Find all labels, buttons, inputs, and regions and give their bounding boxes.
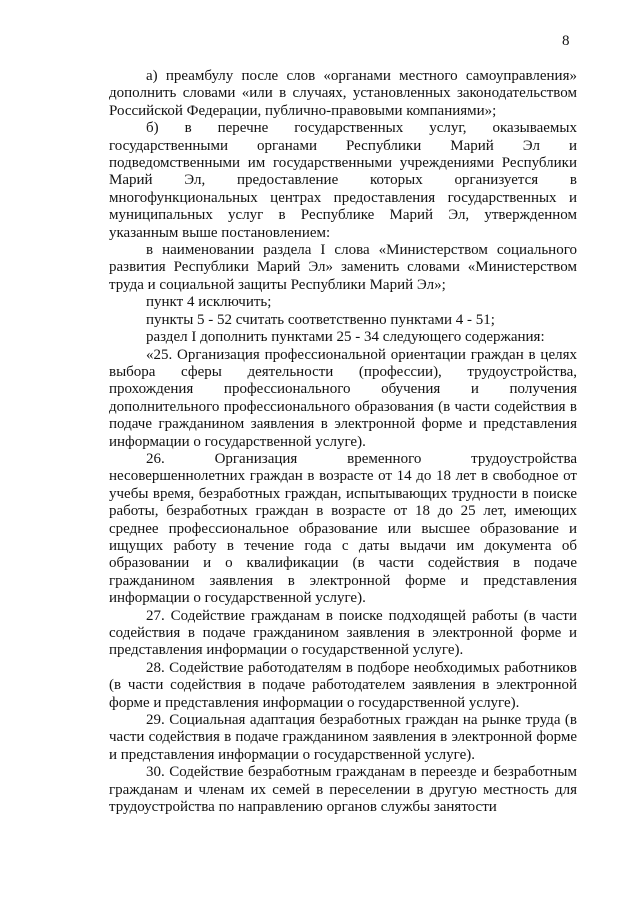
paragraph-item-26: 26. Организация временного трудоустройства несовершеннолетних граждан в возрасте от 14 до 18 лет в свободное от учебы время, безработных граждан, испытывающих трудности в поиске работы, безработных граждан в возрасте от 18 до 25 лет, имеющих среднее профессиональное образование или высшее образование и ищущих работу в течение года с даты выдачи им документа об образовании и о квалификации (в части содействия в подаче гражданином заявления в электронной форме и представления информации о государственной услуге). bbox=[109, 450, 577, 607]
paragraph-item-27: 27. Содействие гражданам в поиске подходящей работы (в части содействия в подаче гражданином заявления в электронной форме и представления информации о государственной услуге). bbox=[109, 607, 577, 659]
paragraph-item-29: 29. Социальная адаптация безработных граждан на рынке труда (в части содействия в подаче гражданином заявления в электронной форме и представления информации о государственной услуге). bbox=[109, 712, 577, 763]
document-body bbox=[109, 68, 577, 816]
paragraph-item-30: 30. Содействие безработным гражданам в переезде и безработным гражданам и членам их семей в переселении в другую местность для трудоустройства по направлению органов службы занятости bbox=[109, 764, 577, 816]
paragraph-section-add-items: раздел I дополнить пунктами 25 - 34 следующего содержания: bbox=[146, 329, 545, 346]
paragraph-items-renumber: пункты 5 - 52 считать соответственно пунктами 4 - 51; bbox=[146, 311, 495, 328]
paragraph-b-services-list: б) в перечне государственных услуг, оказываемых государственными органами Республики Марий Эл и подведомственными им государственными учреждениями Республики Марий Эл, предоставление которых организуется в многофункциональных центрах предоставления государственных и муниципальных услуг в Республике Марий Эл, утвержденном указанным выше постановлением: bbox=[109, 120, 577, 241]
paragraph-item-4-exclude: пункт 4 исключить; bbox=[146, 294, 272, 311]
page-number: 8 bbox=[562, 33, 570, 49]
paragraph-item-25: «25. Организация профессиональной ориентации граждан в целях выбора сферы деятельности (профессии), трудоустройства, прохождения профессионального обучения и получения дополнительного профессионального образования (в части содействия в подаче гражданином заявления в электронной форме и представления информации о государственной услуге). bbox=[109, 346, 577, 450]
paragraph-a-preamble: а) преамбулу после слов «органами местного самоуправления» дополнить словами «или в случаях, установленных законодательством Российской Федерации, публично-правовыми компаниями»; bbox=[109, 68, 577, 119]
paragraph-item-28: 28. Содействие работодателям в подборе необходимых работников (в части содействия в подаче работодателем заявления в электронной форме и представления информации о государственной услуге). bbox=[109, 659, 577, 711]
paragraph-section-title-change: в наименовании раздела I слова «Министерством социального развития Республики Марий Эл» заменить словами «Министерством труда и социальной защиты Республики Марий Эл»; bbox=[109, 242, 577, 293]
